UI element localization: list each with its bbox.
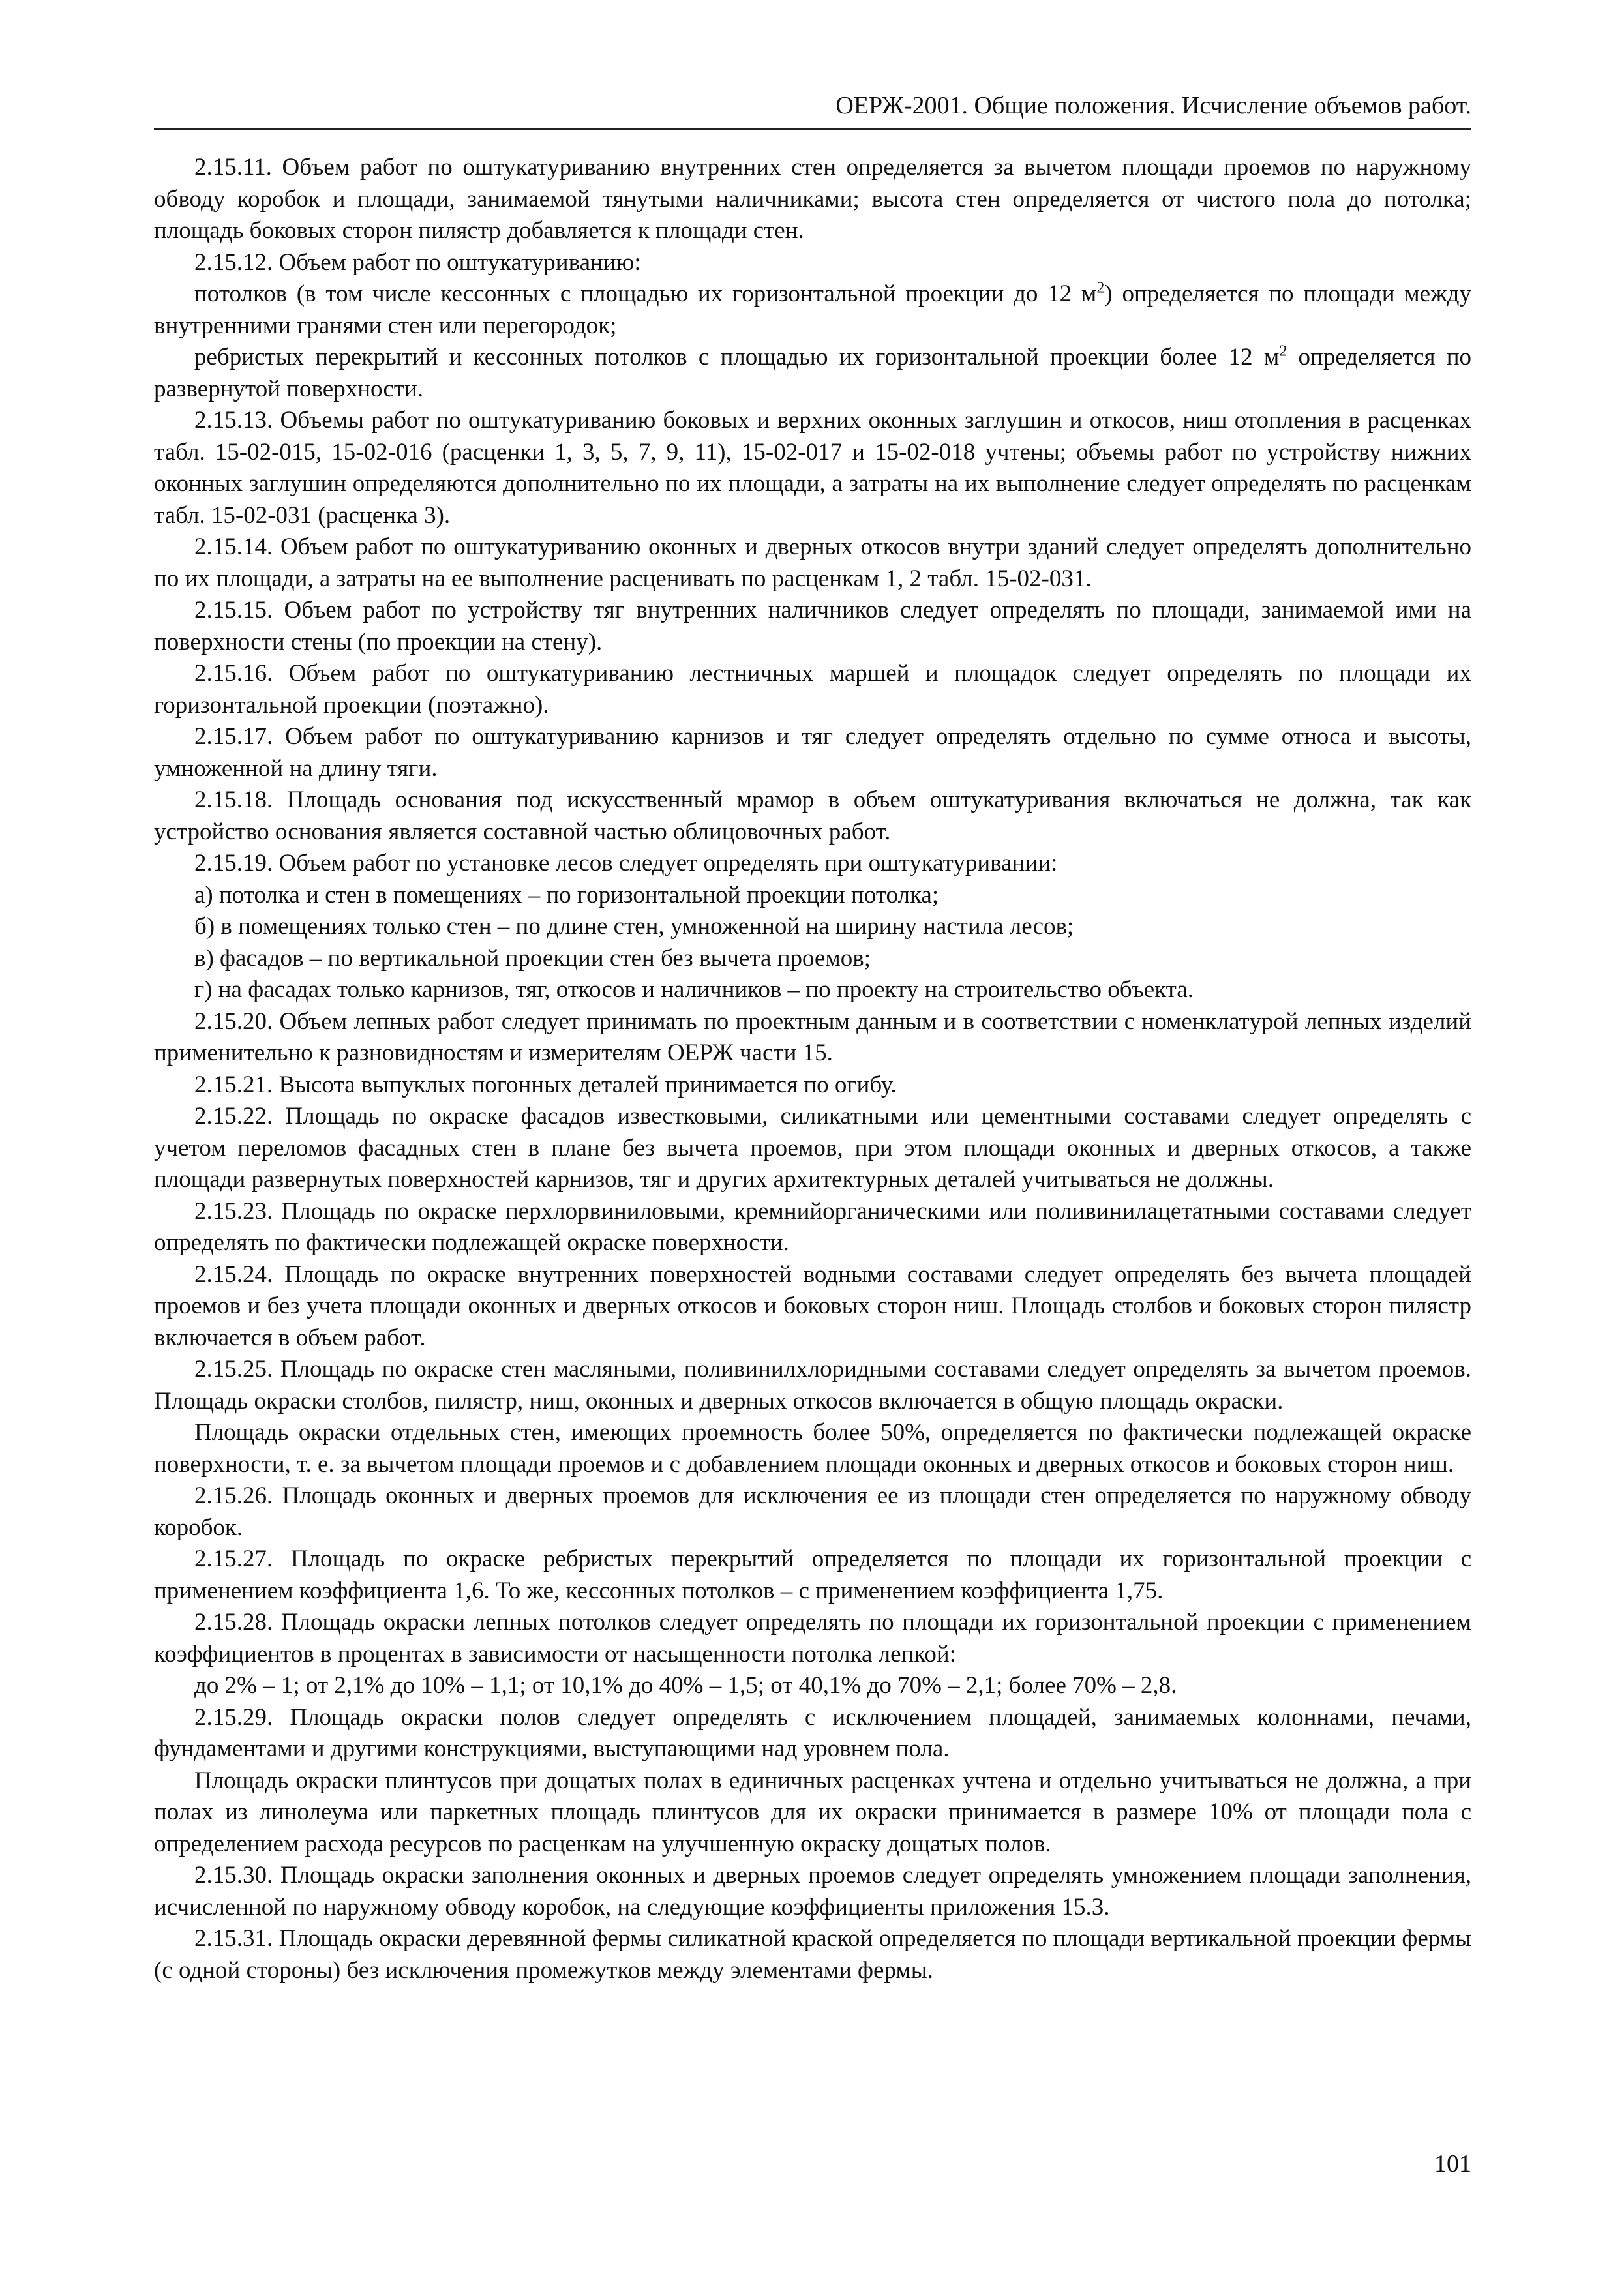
paragraph: 2.15.26. Площадь оконных и дверных проемов для исключения ее из площади стен определяется по наружному обводу коробок. (154, 1482, 1471, 1541)
paragraph: 2.15.18. Площадь основания под искусственный мрамор в объем оштукатуривания включаться не должна, так как устройство основания является составной частью облицовочных работ. (154, 786, 1471, 845)
paragraph: Площадь окраски плинтусов при дощатых полах в единичных расценках учтена и отдельно учитываться не должна, а при полах из линолеума или паркетных площадь плинтусов для их окраски принимается в размере 10% от площади пола с определением расхода ресурсов по расценкам на улучшенную окраску дощатых полов. (154, 1767, 1471, 1857)
paragraph: 2.15.21. Высота выпуклых погонных деталей принимается по огибу. (194, 1071, 897, 1098)
paragraph: 2.15.22. Площадь по окраске фасадов известковыми, силикатными или цементными составами следует определять с учетом переломов фасадных стен в плане без вычета проемов, при этом площади оконных и дверных откосов, а также площади развернутых поверхностей карнизов, тяг и других архитектурных деталей учитываться не должны. (154, 1103, 1471, 1193)
paragraph: 2.15.23. Площадь по окраске перхлорвиниловыми, кремнийорганическими или поливинилацетатными составами следует определять по фактически подлежащей окраске поверхности. (154, 1197, 1471, 1256)
page-number: 101 (1434, 2150, 1471, 2177)
paragraph (154, 278, 1471, 342)
paragraph: до 2% – 1; от 2,1% до 10% – 1,1; от 10,1% до 40% – 1,5; от 40,1% до 70% – 2,1; более 70% – 2,8. (194, 1672, 1177, 1699)
paragraph: 2.15.30. Площадь окраски заполнения оконных и дверных проемов следует определять умножением площади заполнения, исчисленной по наружному обводу коробок, на следующие коэффициенты приложения 15.3. (154, 1862, 1471, 1921)
paragraph: 2.15.24. Площадь по окраске внутренних поверхностей водными составами следует определять без вычета площадей проемов и без учета площади оконных и дверных откосов и боковых сторон ниш. Площадь столбов и боковых сторон пилястр включается в объем работ. (154, 1261, 1471, 1351)
paragraph: 2.15.20. Объем лепных работ следует принимать по проектным данным и в соответствии с номенклатурой лепных изделий применительно к разновидностям и измерителям ОЕРЖ части 15. (154, 1008, 1471, 1066)
paragraph: Площадь окраски отдельных стен, имеющих проемность более 50%, определяется по фактически подлежащей окраске поверхности, т. е. за вычетом площади проемов и с добавлением площади оконных и дверных откосов и боковых сторон ниш. (154, 1419, 1471, 1478)
paragraph (154, 342, 1471, 405)
paragraph: 2.15.12. Объем работ по оштукатуриванию: (194, 248, 641, 276)
paragraph: 2.15.14. Объем работ по оштукатуриванию оконных и дверных откосов внутри зданий следует определять дополнительно по их площади, а затраты на ее выполнение расценивать по расценкам 1, 2 табл. 15-02-031. (154, 533, 1471, 592)
document-body (154, 152, 1471, 1986)
paragraph-text: ребристых перекрытий и кессонных потолков с площадью их горизонтальной проекции более 12 м (194, 344, 1280, 370)
paragraph-text: потолков (в том числе кессонных с площадью их горизонтальной проекции до 12 м (194, 280, 1097, 307)
list-item: а) потолка и стен в помещениях – по горизонтальной проекции потолка; (194, 881, 939, 908)
paragraph: 2.15.27. Площадь по окраске ребристых перекрытий определяется по площади их горизонтальной проекции с применением коэффициента 1,6. То же, кессонных потолков – с применением коэффициента 1,75. (154, 1546, 1471, 1604)
list-item: г) на фасадах только карнизов, тяг, откосов и наличников – по проекту на строительство объекта. (194, 976, 1194, 1003)
superscript: 2 (1096, 279, 1105, 297)
paragraph: 2.15.28. Площадь окраски лепных потолков следует определять по площади их горизонтальной проекции с применением коэффициентов в процентах в зависимости от насыщенности потолка лепкой: (154, 1609, 1471, 1668)
paragraph: 2.15.17. Объем работ по оштукатуриванию карнизов и тяг следует определять отдельно по сумме относа и высоты, умноженной на длину тяги. (154, 723, 1471, 782)
paragraph: 2.15.19. Объем работ по установке лесов следует определять при оштукатуривании: (194, 850, 1058, 876)
paragraph: 2.15.13. Объемы работ по оштукатуриванию боковых и верхних оконных заглушин и откосов, ниш отопления в расценках табл. 15-02-015, 15-02-016 (расценки 1, 3, 5, 7, 9, 11), 15-02-017 и 15-02-018 учтены; объемы работ по устройству нижних оконных заглушин определяются дополнительно по их площади, а затраты на их выполнение следует определять по расценкам табл. 15-02-031 (расценка 3). (154, 407, 1471, 529)
paragraph-text-continued: ) определяется по площади между внутренними гранями стен или перегородок; (154, 280, 1471, 339)
list-item: в) фасадов – по вертикальной проекции стен без вычета проемов; (194, 944, 871, 972)
superscript: 2 (1279, 342, 1287, 360)
paragraph: 2.15.11. Объем работ по оштукатуриванию внутренних стен определяется за вычетом площади проемов по наружному обводу коробок и площади, занимаемой тянутыми наличниками; высота стен определяется от чистого пола до потолка; площадь боковых сторон пилястр добавляется к площади стен. (154, 154, 1471, 244)
page-header: ОЕРЖ-2001. Общие положения. Исчисление объемов работ. (154, 90, 1471, 130)
paragraph: 2.15.29. Площадь окраски полов следует определять с исключением площадей, занимаемых колоннами, печами, фундаментами и другими конструкциями, выступающими над уровнем пола. (154, 1703, 1471, 1762)
paragraph: 2.15.15. Объем работ по устройству тяг внутренних наличников следует определять по площади, занимаемой ими на поверхности стены (по проекции на стену). (154, 597, 1471, 655)
paragraph: 2.15.25. Площадь по окраске стен масляными, поливинилхлоридными составами следует определять за вычетом проемов. Площадь окраски столбов, пилястр, ниш, оконных и дверных откосов включается в общую площадь окраски. (154, 1356, 1471, 1414)
paragraph: 2.15.31. Площадь окраски деревянной фермы силикатной краской определяется по площади вертикальной проекции фермы (с одной стороны) без исключения промежутков между элементами фермы. (154, 1925, 1471, 1984)
list-item: б) в помещениях только стен – по длине стен, умноженной на ширину настила лесов; (194, 913, 1074, 940)
paragraph-text-continued: определяется по развернутой поверхности. (154, 344, 1471, 402)
paragraph: 2.15.16. Объем работ по оштукатуриванию лестничных маршей и площадок следует определять по площади их горизонтальной проекции (поэтажно). (154, 660, 1471, 719)
